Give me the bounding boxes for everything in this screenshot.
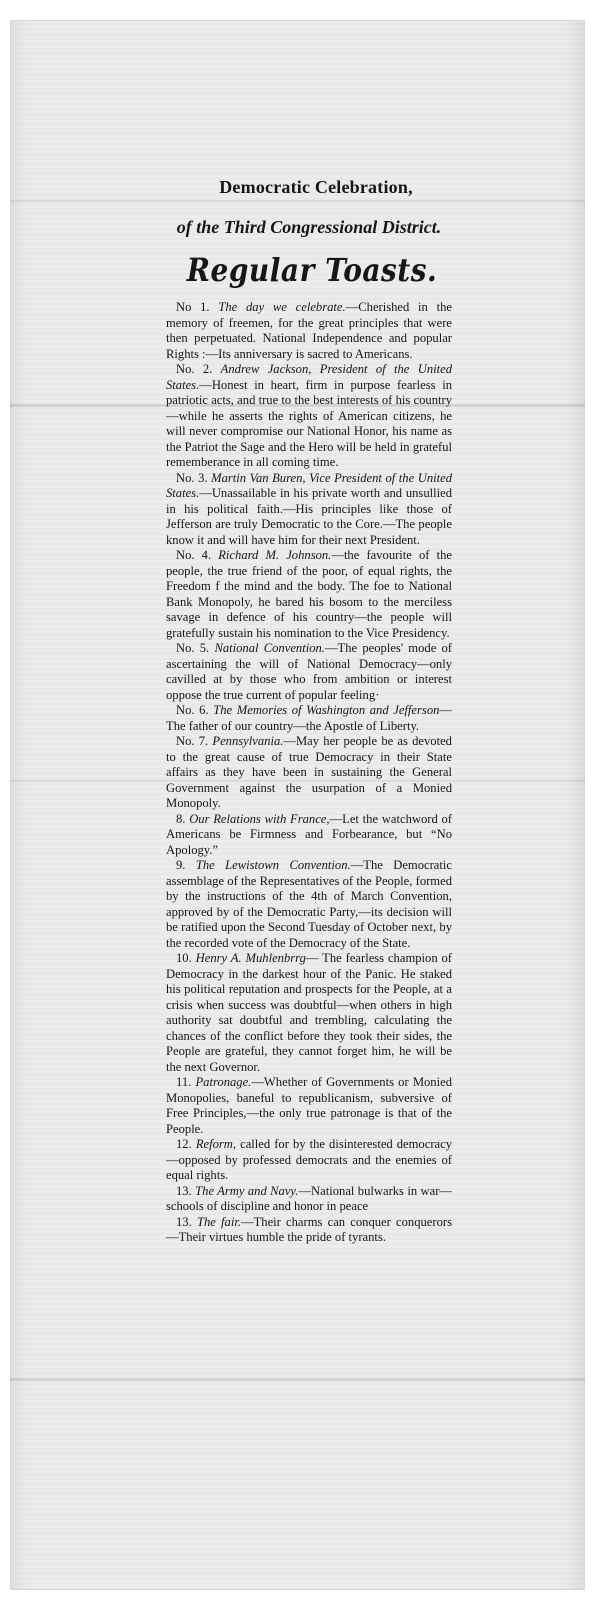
section-title: Regular Toasts. xyxy=(186,251,438,289)
toast-item xyxy=(166,548,452,641)
toast-text: —May her people be as devoted to the great cause of true Democracy in their State affairs as they have been in sustaining the General Government against the usurpation of a Monied Monopoly. xyxy=(166,734,452,810)
toast-item xyxy=(166,471,452,549)
toast-item xyxy=(166,951,452,1075)
toast-number: 12. xyxy=(176,1137,192,1151)
toast-item xyxy=(166,1184,452,1215)
toast-item xyxy=(166,734,452,812)
toast-number: No 1. xyxy=(176,300,210,314)
toast-list xyxy=(166,300,452,1246)
toast-text: —National bulwarks in war—schools of discipline and honor in peace xyxy=(166,1183,452,1213)
toast-text: —Their charms can conquer conquerors—Their virtues humble the pride of tyrants. xyxy=(166,1214,452,1244)
toast-text: — The fearless champion of Democracy in the darkest hour of the Panic. He staked his political reputation and prospects for the People, at a crisis when success was doubtful—when others in high authority sat doubtful and trembling, calculating the chances of the conflict before they took their sides, the People are grateful, they cannot forget him, he will be the next Governor. xyxy=(166,951,453,1074)
toast-number: No. 2. xyxy=(176,362,213,376)
document-heading: Democratic Celebration, xyxy=(219,177,413,197)
broadside-content xyxy=(166,170,452,1246)
toast-item xyxy=(166,1137,452,1184)
toast-text: —Unassailable in his private worth and unsullied in his political faith.—His principles like those of Jefferson are truly Democratic to the Core.—The people know it and will have him for their next President. xyxy=(166,486,452,547)
toast-item xyxy=(166,300,452,362)
toast-text: —The father of our country—the Apostle of Liberty. xyxy=(166,703,453,733)
paper-fold xyxy=(10,1378,585,1381)
toast-subject: The fair. xyxy=(196,1214,241,1229)
toast-text: called for by the disinterested democracy—opposed by professed democrats and the enemies of equal rights. xyxy=(166,1137,452,1182)
toast-subject: Martin Van Buren, Vice President of the United States. xyxy=(166,470,453,500)
document-subheading: of the Third Congressional District. xyxy=(176,217,442,237)
toast-number: No. 7. xyxy=(176,734,209,748)
toast-number: 11. xyxy=(176,1075,192,1089)
toast-item xyxy=(166,812,452,859)
toast-subject: The day we celebrate. xyxy=(218,300,346,314)
toast-text: —The Democratic assemblage of the Representatives of the People, formed by the instructions of the 4th of March Convention, approved by of the Democratic Party,—its decision will be ratified upon the Second Tuesday of October next, by the recorded vote of the Democracy of the State. xyxy=(166,858,452,950)
toast-number: 8. xyxy=(176,811,186,826)
toast-subject: Reform, xyxy=(195,1137,237,1151)
toast-number: 13. xyxy=(176,1214,192,1229)
toast-number: No. 6. xyxy=(176,703,209,717)
toast-text: —Whether of Governments or Monied Monopolies, baneful to republicanism, subversive of Free Principles,—the only true patronage is that of the People. xyxy=(166,1075,452,1136)
toast-text: —the favourite of the people, the true friend of the poor, of equal rights, the Freedom f the mind and the body. The foe to National Bank Monopoly, he bared his bosom to the merciless savage in defence of his country—the people will gratefully sustain his nomination to the Vice Presidency. xyxy=(166,548,452,640)
toast-subject: Andrew Jackson, President of the United States. xyxy=(166,362,453,392)
toast-item xyxy=(166,362,452,471)
toast-number: No. 5. xyxy=(176,641,210,655)
toast-number: No. 3. xyxy=(176,470,208,485)
toast-item xyxy=(166,703,452,734)
toast-text: —Let the watchword of Americans be Firmness and Forbearance, but “No Apology.” xyxy=(166,811,452,857)
toast-text: —Honest in heart, firm in purpose fearless in patriotic acts, and true to the best interests of his country—while he asserts the rights of American citizens, he will never compromise our National Honor, his name as the Patriot the Sage and the Hero will be held in grateful rememberance in all coming time. xyxy=(166,377,452,469)
toast-subject: National Convention. xyxy=(214,641,325,655)
toast-number: No. 4. xyxy=(176,548,212,562)
toast-subject: Our Relations with France, xyxy=(189,811,330,826)
toast-subject: Patronage. xyxy=(195,1075,252,1089)
toast-subject: The Memories of Washington and Jefferson xyxy=(213,703,440,717)
toast-text: —The peoples' mode of ascertaining the will of National Democracy—only cavilled at by those who from ambition or interest oppose the true current of popular feeling· xyxy=(166,641,452,702)
toast-number: 9. xyxy=(176,858,186,872)
toast-subject: Henry A. Muhlenbrrg xyxy=(195,951,306,965)
toast-subject: The Lewistown Convention. xyxy=(195,858,351,872)
toast-subject: The Army and Navy. xyxy=(195,1183,299,1198)
toast-item xyxy=(166,1075,452,1137)
toast-item xyxy=(166,858,452,951)
toast-subject: Pennsylvania. xyxy=(212,734,284,748)
toast-subject: Richard M. Johnson. xyxy=(218,548,332,562)
toast-text: —Cherished in the memory of freemen, for the great principles that were then perpetuated. National Independence and popular Rights :—Its anniversary is sacred to Americans. xyxy=(166,300,452,361)
toast-item xyxy=(166,641,452,703)
toast-number: 13. xyxy=(176,1183,192,1198)
toast-item xyxy=(166,1215,452,1246)
toast-number: 10. xyxy=(176,951,192,965)
